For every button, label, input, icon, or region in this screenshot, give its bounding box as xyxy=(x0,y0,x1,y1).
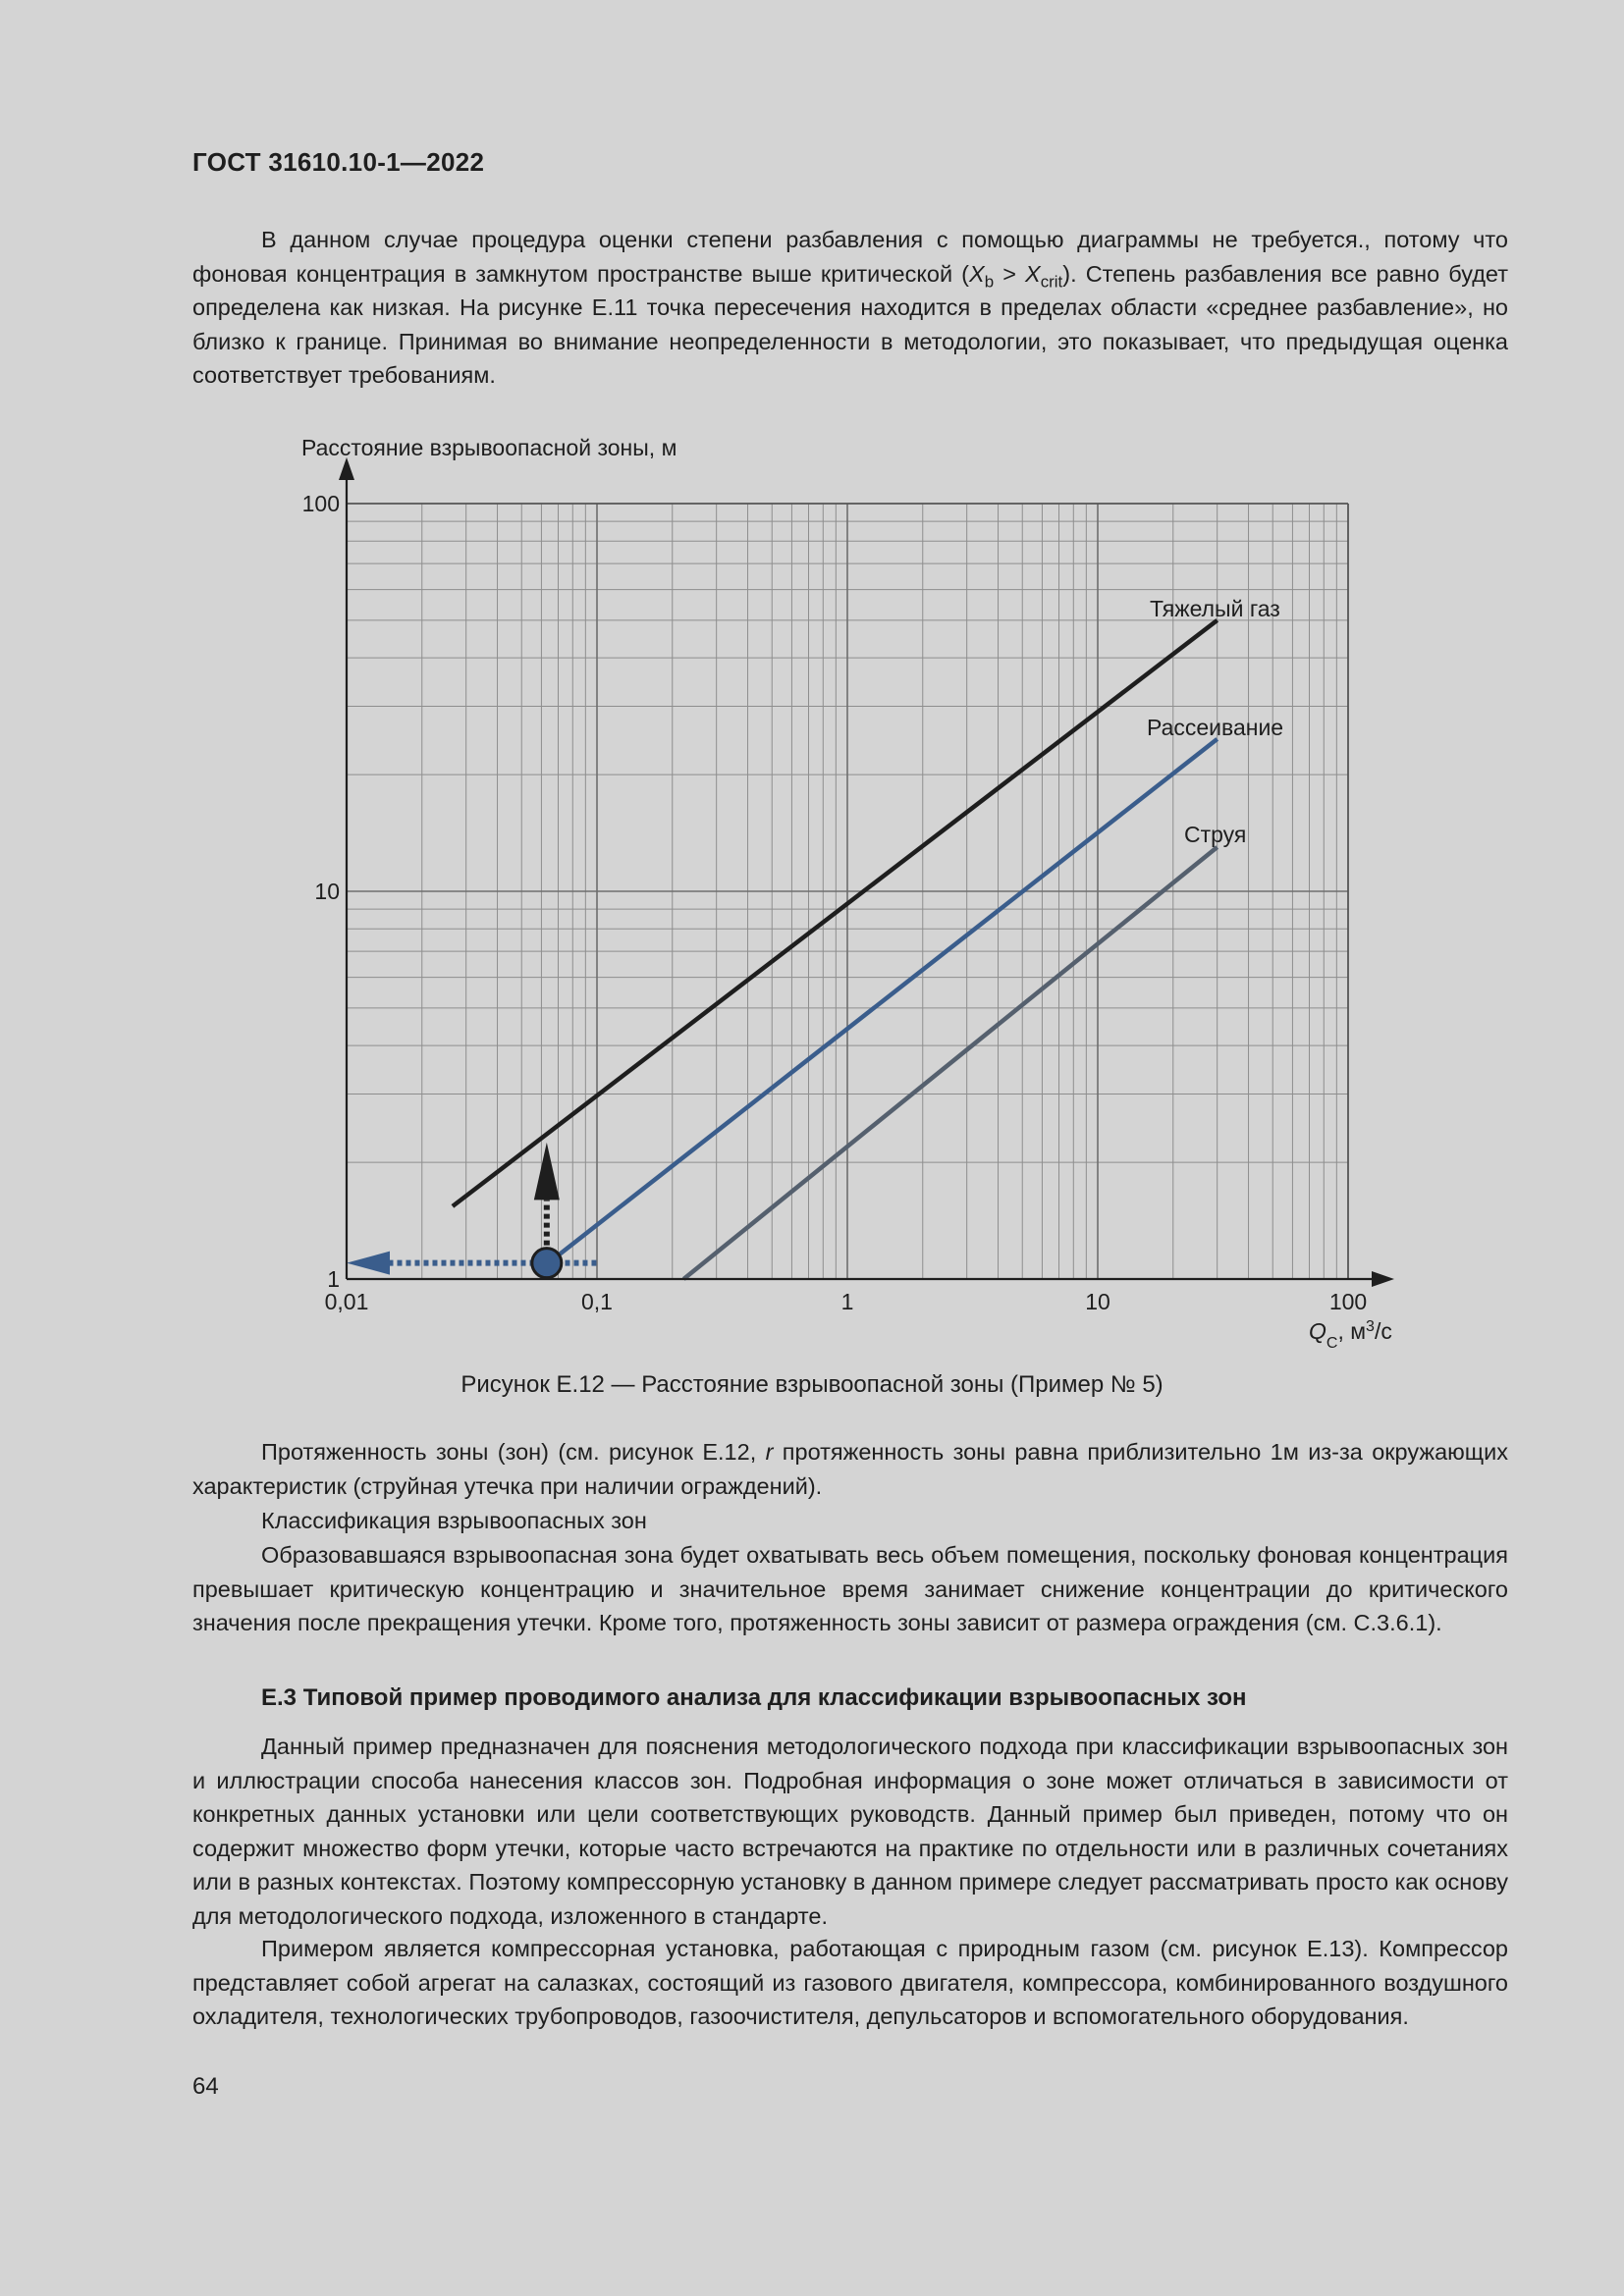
classification-title xyxy=(192,1504,1508,1538)
series-label-jet: Струя xyxy=(1184,822,1247,847)
section-text-2: Примером является компрессорная установка, работающая с природным газом (см. рисунок Е.13). Компрессор представляет собой агрегат на салазках, состоящий из газового двигателя, компрессора, комбинированного воздушного охладителя, технологических трубопроводов, газоочистителя, депульсаторов и вспомогательного оборудования. xyxy=(192,1936,1508,2029)
x-tick-label: 100 xyxy=(1328,1289,1368,1314)
section-heading: Е.3 Типовой пример проводимого анализа для классификации взрывоопасных зон xyxy=(261,1684,1247,1711)
y-tick-label: 1 xyxy=(327,1266,340,1292)
xb-subscript: b xyxy=(984,272,995,292)
left-arrow-head xyxy=(347,1252,390,1275)
classification-text: Образовавшаяся взрывоопасная зона будет охватывать весь объем помещения, поскольку фоновая концентрация превышает критическую концентрацию и значительное время занимает снижение концентрации до критического значения после прекращения утечки. Кроме того, протяженность зоны зависит от размера ограждения (см. С.3.6.1). xyxy=(192,1542,1508,1635)
page-number: 64 xyxy=(192,2073,219,2100)
y-tick-label: 100 xyxy=(301,491,340,516)
xcrit-symbol: X xyxy=(1025,260,1041,287)
section-text-1: Данный пример предназначен для пояснения методологического подхода при классификации взрывоопасных зон и иллюстрации способа нанесения классов зон. Подробная информация о зоне может отличаться в зависимости от конкретных данных установки или цели соответствующих руководств. Данный пример был приведен, потому что он содержит множество форм утечки, которые часто встречаются на практике по отдельности или в различных сочетаниях или в разных контекстах. Поэтому компрессорную установку в данном примере следует рассматривать просто как основу для методологического подхода, изложенного в стандарте. xyxy=(192,1734,1508,1929)
x-axis-label xyxy=(1309,1318,1392,1352)
x-tick-label: 0,01 xyxy=(324,1289,369,1314)
intro-text-1: В данном случае процедура оценки степени разбавления с помощью диаграммы не требуется., потому что фоновая концентрация в замкнутом пространстве выше критической ( xyxy=(192,227,1508,287)
y-tick-label: 10 xyxy=(314,879,340,904)
series-layer xyxy=(453,620,1218,1279)
series-jet-line xyxy=(683,847,1217,1279)
section-paragraph-2 xyxy=(192,1932,1508,2034)
classification-paragraph xyxy=(192,1538,1508,1640)
intro-text-2: ). Степень разбавления все равно будет определена как низкая. На рисунке Е.11 точка пересечения находится в пределах области «среднее разбавление», но близко к границе. Принимая во внимание неопределенности в методологии, это показывает, что предыдущая оценка соответствует требованиям. xyxy=(192,260,1508,388)
xb-symbol: X xyxy=(969,260,985,287)
x-axis-label-sup: 3 xyxy=(1366,1317,1375,1335)
xcrit-subscript: crit xyxy=(1040,272,1063,292)
y-axis-label: Расстояние взрывоопасной зоны, м xyxy=(301,435,677,460)
document-code: ГОСТ 31610.10-1—2022 xyxy=(192,147,485,177)
x-tick-label: 10 xyxy=(1085,1289,1110,1314)
series-dispersion-line xyxy=(549,739,1218,1263)
y-axis-arrow xyxy=(339,457,354,480)
series-label-heavy-gas: Тяжелый газ xyxy=(1150,596,1280,621)
classification-title-text: Классификация взрывоопасных зон xyxy=(261,1508,647,1533)
x-axis-arrow xyxy=(1372,1271,1394,1287)
up-arrow-head xyxy=(534,1143,560,1200)
x-axis-label-unit-end: /с xyxy=(1374,1318,1392,1344)
series-label-dispersion: Рассеивание xyxy=(1147,715,1284,740)
extent-text-b: протяженность зоны равна приблизительно 1м из-за окружающих характеристик (струйная утечка при наличии ограждений). xyxy=(192,1439,1508,1499)
x-axis-label-sub: C xyxy=(1326,1334,1338,1352)
figure-caption: Рисунок Е.12 — Расстояние взрывоопасной зоны (Пример № 5) xyxy=(460,1371,1164,1398)
intersection-marker xyxy=(532,1249,562,1278)
r-symbol: r xyxy=(765,1439,774,1465)
x-tick-label: 0,1 xyxy=(581,1289,613,1314)
x-axis-label-unit: , м xyxy=(1337,1318,1367,1344)
gt-symbol: > xyxy=(994,260,1026,287)
extent-text-a: Протяженность зоны (зон) (см. рисунок Е.12, xyxy=(261,1439,766,1465)
x-tick-label: 1 xyxy=(840,1289,854,1314)
extent-paragraph xyxy=(192,1435,1508,1503)
series-heavy-gas-line xyxy=(453,620,1218,1206)
x-axis-label-q: Q xyxy=(1309,1318,1326,1344)
section-paragraph-1 xyxy=(192,1730,1508,1933)
